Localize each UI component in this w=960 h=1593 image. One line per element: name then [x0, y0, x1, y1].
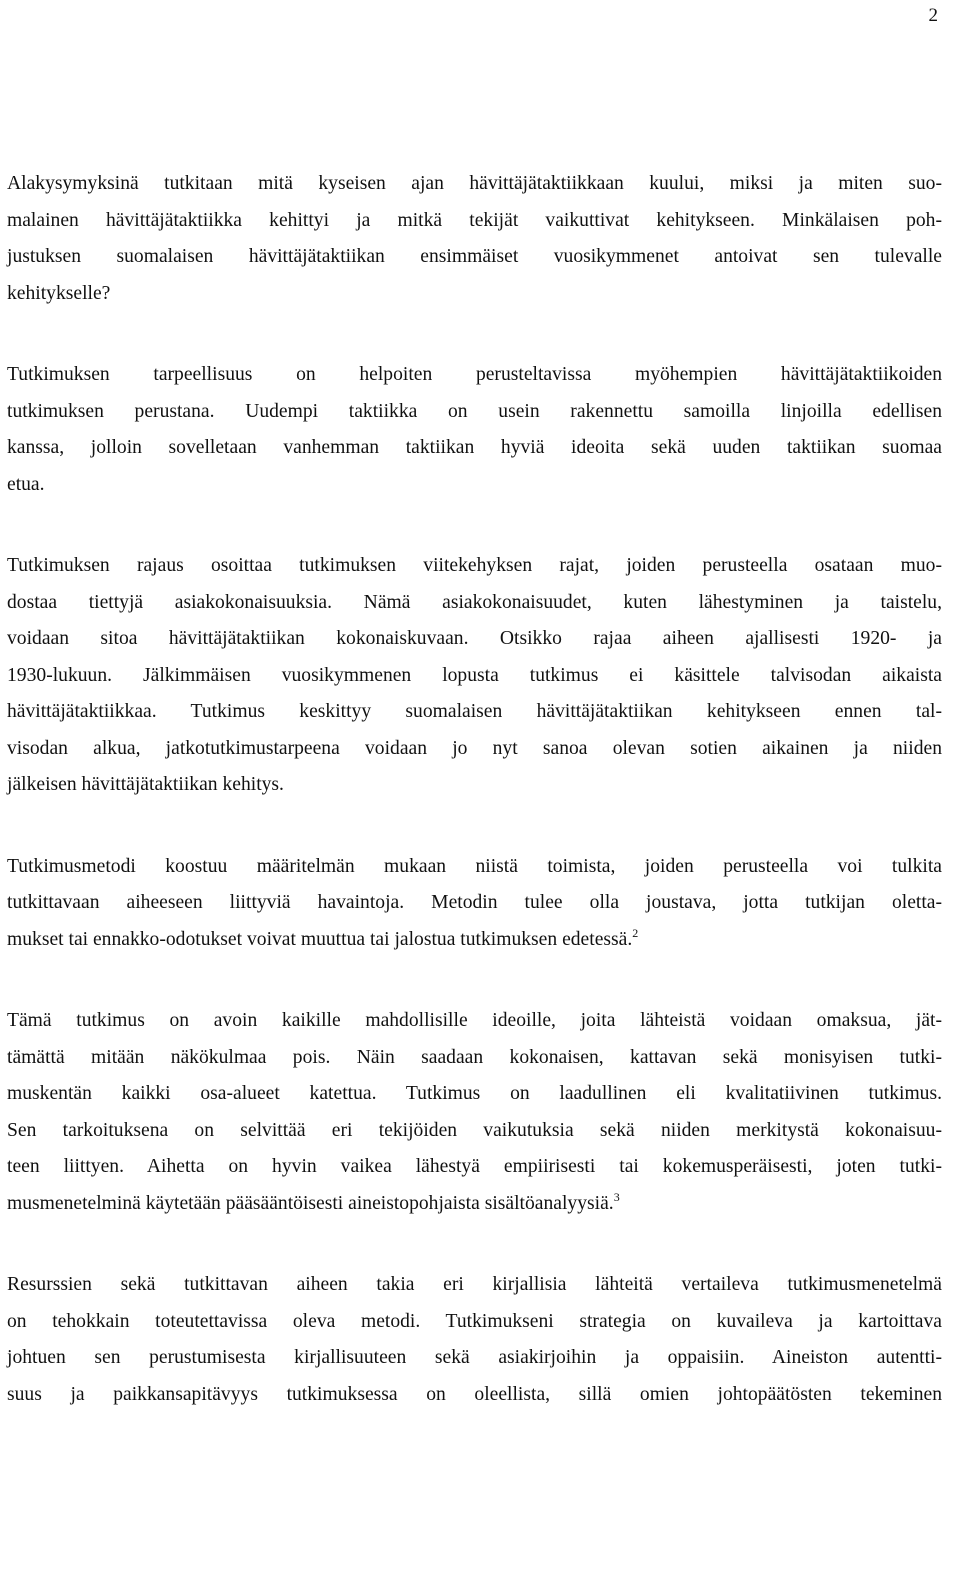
paragraph-qualitative-research — [7, 1003, 942, 1222]
footnote-reference[interactable]: 3 — [613, 1189, 620, 1204]
text-line: visodan alkua, jatkotutkimustarpeena voidaan jo nyt sanoa olevan sotien aikainen ja niiden — [7, 737, 942, 759]
document-body — [7, 166, 942, 1413]
text-line: malainen hävittäjätaktiikka kehittyi ja mitkä tekijät vaikuttivat kehitykseen. Minkälaisen poh- — [7, 209, 942, 231]
text-line: Resurssien sekä tutkittavan aiheen takia eri kirjallisia lähteitä vertaileva tutkimusmenetelmä — [7, 1274, 942, 1295]
text-line: muskentän kaikki osa-alueet katettua. Tutkimus on laadullinen eli kvalitatiivinen tutkimus. — [7, 1083, 942, 1104]
paragraph-research-necessity — [7, 357, 942, 503]
paragraph-sources-strategy — [7, 1267, 942, 1413]
text-line: tämättä mitään näkökulmaa pois. Näin saadaan kokonaisen, kattavan sekä monisyisen tutki- — [7, 1046, 942, 1068]
text-line-content: musmenetelminä käytetään pääsääntöisesti aineistopohjaista sisältöanalyysiä. — [7, 1192, 614, 1214]
text-line: jälkeisen hävittäjätaktiikan kehitys. — [7, 774, 284, 795]
text-line: dostaa tiettyjä asiakokonaisuuksia. Nämä asiakokonaisuudet, kuten lähestyminen ja taistelu, — [7, 591, 942, 613]
text-line: on tehokkain toteutettavissa oleva metodi. Tutkimukseni strategia on kuvaileva ja kartoittava — [7, 1310, 942, 1332]
text-line: Alakysymyksinä tutkitaan mitä kyseisen ajan hävittäjätaktiikkaan kuului, miksi ja miten suo- — [7, 173, 942, 194]
text-line: kehitykselle? — [7, 282, 111, 304]
text-line: Tutkimusmetodi koostuu määritelmän mukaan niistä toimista, joiden perusteella voi tulkita — [7, 855, 942, 877]
paragraph-research-scope — [7, 548, 942, 804]
text-line: etua. — [7, 473, 45, 495]
text-line-content: mukset tai ennakko-odotukset voivat muuttua tai jalostua tutkimuksen edetessä. — [7, 928, 633, 950]
text-line: 1930-lukuun. Jälkimmäisen vuosikymmenen lopusta tutkimus ei käsittele talvisodan aikaista — [7, 664, 942, 686]
paragraph-research-questions — [7, 166, 942, 312]
text-line: Tämä tutkimus on avoin kaikille mahdollisille ideoille, joita lähteistä voidaan omaksua, jät- — [7, 1010, 942, 1031]
text-line: Tutkimuksen rajaus osoittaa tutkimuksen viitekehyksen rajat, joiden perusteella osataan muo- — [7, 555, 942, 576]
text-line: voidaan sitoa hävittäjätaktiikan kokonaiskuvaan. Otsikko rajaa aiheen ajallisesti 1920- ja — [7, 628, 942, 649]
text-line: Sen tarkoituksena on selvittää eri tekijöiden vaikutuksia sekä niiden merkitystä kokonaisuu- — [7, 1119, 942, 1141]
text-line: hävittäjätaktiikkaa. Tutkimus keskittyy suomalaisen hävittäjätaktiikan kehitykseen ennen tal- — [7, 701, 942, 722]
text-line: teen liittyen. Aihetta on hyvin vaikea lähestyä empiirisesti tai kokemusperäisesti, joten tutki- — [7, 1156, 942, 1177]
text-line: tutkittavaan aiheeseen liittyviä havaintoja. Metodin tulee olla joustava, jotta tutkijan oletta- — [7, 892, 942, 913]
text-line: tutkimuksen perustana. Uudempi taktiikka on usein rakennettu samoilla linjoilla edellisen — [7, 400, 942, 422]
text-line: Tutkimuksen tarpeellisuus on helpoiten perusteltavissa myöhempien hävittäjätaktiikoiden — [7, 364, 942, 385]
text-line: suus ja paikkansapitävyys tutkimuksessa on oleellista, sillä omien johtopäätösten tekeminen — [7, 1383, 942, 1405]
footnote-reference[interactable]: 2 — [632, 925, 639, 940]
page-number: 2 — [928, 5, 938, 26]
paragraph-research-method — [7, 849, 942, 959]
text-line — [7, 1186, 942, 1223]
text-line: johtuen sen perustumisesta kirjallisuuteen sekä asiakirjoihin ja oppaisiin. Aineiston autentti- — [7, 1347, 942, 1368]
text-line: justuksen suomalaisen hävittäjätaktiikan ensimmäiset vuosikymmenet antoivat sen tulevalle — [7, 246, 942, 267]
text-line: kanssa, jolloin sovelletaan vanhemman taktiikan hyviä ideoita sekä uuden taktiikan suomaa — [7, 437, 942, 458]
text-line — [7, 922, 942, 959]
